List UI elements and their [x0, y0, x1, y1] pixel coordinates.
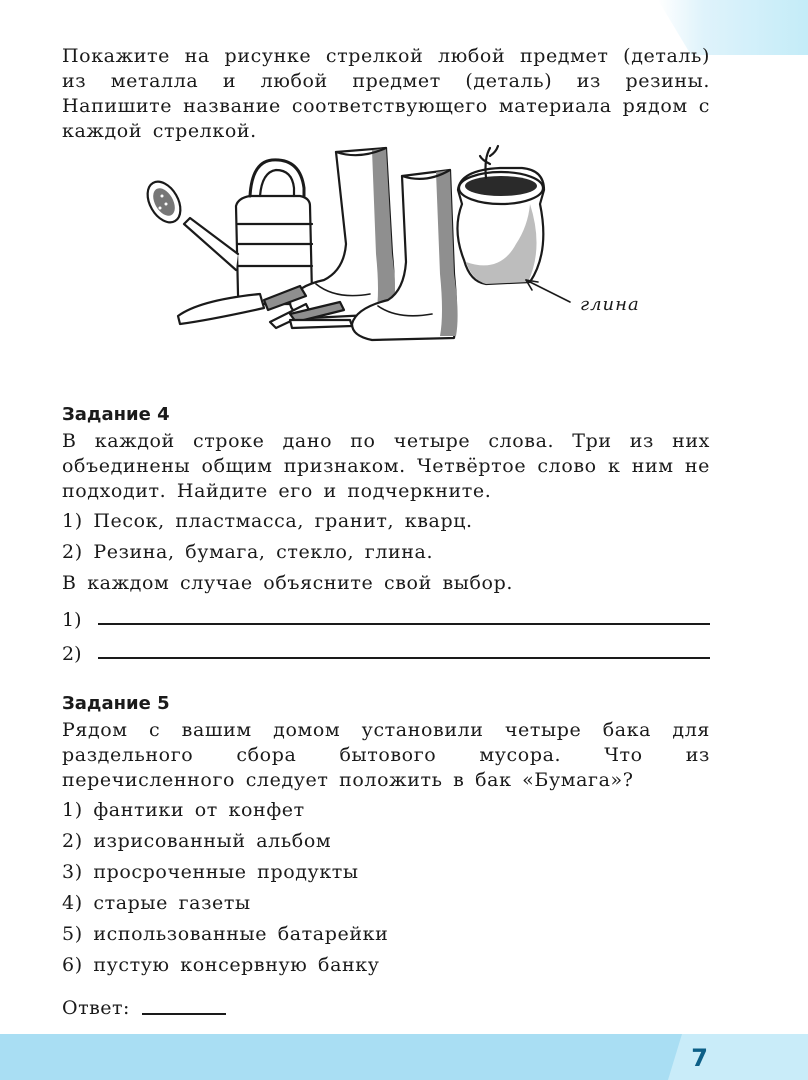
task-5-option[interactable]: 6) пустую консервную банку	[62, 954, 380, 976]
answer-line-2[interactable]	[62, 631, 710, 665]
watering-can-icon	[141, 160, 312, 304]
answer-rule[interactable]	[98, 657, 710, 659]
answer-line-number: 2)	[62, 643, 82, 665]
task-5-option[interactable]: 3) просроченные продукты	[62, 861, 359, 883]
answer-line-number: 1)	[62, 609, 82, 631]
footer-band	[0, 1034, 808, 1080]
task-4-heading: Задание 4	[62, 404, 170, 425]
final-answer[interactable]	[62, 997, 710, 1019]
clay-label: глина	[580, 294, 640, 315]
pointer-arrow	[526, 280, 570, 302]
page-content	[62, 44, 710, 1019]
task-5-option[interactable]: 4) старые газеты	[62, 892, 251, 914]
footer-band-accent	[668, 1034, 808, 1080]
answer-line-1[interactable]	[62, 597, 710, 631]
answer-rule[interactable]	[98, 623, 710, 625]
task-5-option[interactable]: 1) фантики от конфет	[62, 799, 305, 821]
task-4-explain: В каждом случае объясните свой выбор.	[62, 572, 513, 594]
task-5-prompt: Рядом с вашим домом установили четыре бака для раздельного сбора бытового мусора. Что из перечисленного следует положить в бак «Бумага»?	[62, 719, 710, 791]
task-5-heading: Задание 5	[62, 693, 170, 714]
objects-drawing	[140, 144, 680, 404]
task-5-option[interactable]: 2) изрисованный альбом	[62, 830, 332, 852]
task-4	[62, 404, 710, 665]
materials-illustration	[140, 144, 680, 404]
task-4-prompt: В каждой строке дано по четыре слова. Три из них объединены общим признаком. Четвёртое слово к ним не подходит. Найдите его и подчеркните.	[62, 430, 710, 502]
task-5-option[interactable]: 5) использованные батарейки	[62, 923, 389, 945]
intro-text: Покажите на рисунке стрелкой любой предмет (деталь) из металла и любой предмет (деталь) из резины. Напишите название соответствующего материала рядом с каждой стрелкой.	[62, 45, 710, 142]
task-5	[62, 693, 710, 1019]
answer-rule[interactable]	[142, 1013, 226, 1015]
task-4-row[interactable]: 2) Резина, бумага, стекло, глина.	[62, 541, 434, 563]
page-number: 7	[691, 1044, 708, 1072]
flower-pot-icon	[457, 146, 544, 284]
answer-label: Ответ:	[62, 997, 130, 1019]
task-4-row[interactable]: 1) Песок, пластмасса, гранит, кварц.	[62, 510, 473, 532]
